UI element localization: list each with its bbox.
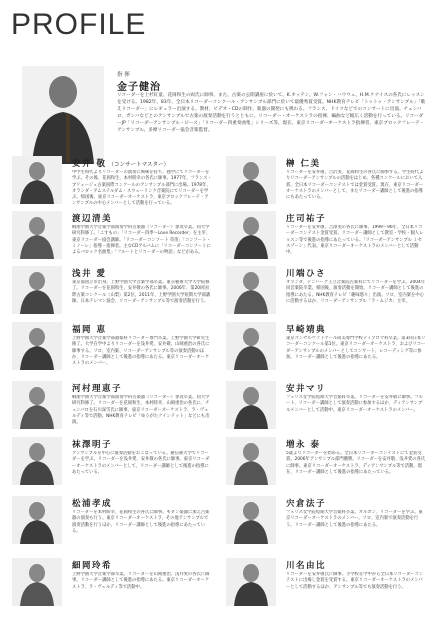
member-photo xyxy=(226,437,276,485)
member-photo xyxy=(12,156,62,204)
page-title: PROFILE xyxy=(11,8,147,41)
member-bio: アンサンブルを中心に演奏活動をおこなっている。通信制大学でリコーダーを学ぶ。リコーダーを浅井愛、安井敬の各氏に師事。東京リコーダーオーケストラのメンバーとして、リコーダー講師として後進の指導にあたっている。 xyxy=(72,451,210,475)
member-photo xyxy=(12,381,62,429)
member-bio: フェリス女学院短期大学音楽科卒業。リコーダーを安井敬に師事。フルート、リコーダー講師として演奏活動に参加するほか、ディアンサンブルメンバーとして活動中。東京リコーダーオーケストラのメンバー。 xyxy=(286,395,423,413)
member-profile xyxy=(226,381,426,431)
member-bio: リコーダーを本村睦幸、花岡和生の各氏に師事。モダン楽器に加え古楽器の演奏も行う。東京リコーダーオーケストラ、その他アンサンブルで演奏活動を行うほか、リコーダー講師として後進の指導にあたっている。 xyxy=(72,510,210,534)
member-profile xyxy=(12,437,212,487)
member-name: 浅井 愛 xyxy=(72,269,107,279)
member-profile xyxy=(226,558,426,608)
member-bio: 上野学園大学音楽学部卒業。リコーダーを山岡重治、浅井愛の各氏に師事。リコーダー講師として後進の指導にあたる。東京リコーダーオーケストラ、ラ・ヴェルディ等で活動中。 xyxy=(72,572,210,590)
member-profile xyxy=(226,266,426,316)
member-bio: 東京コンセルヴァトアール尚美専門学校ディプロマ科卒業。第3回日本リコーダーコンクール第1位。東京リコーダーオーケストラ、およびリコーダーアンサンブルのメンバーとしてコンサート、レコーディング等に参加。リコーダー講師として後進の指導にあたる。 xyxy=(286,336,426,360)
member-profile xyxy=(12,211,212,261)
member-profile xyxy=(226,156,426,206)
member-photo xyxy=(226,381,276,429)
member-photo xyxy=(12,322,62,370)
member-photo xyxy=(12,211,62,259)
member-bio: 5歳よりリコーダーを始める。全日本リコーダーコンテストにて金賞受賞。2006年アンサンブル部門優勝。リコーダーを安井敬、浅井愛の各氏に師事。東京リコーダーオーケストラ、ディアンサンブル等で活動。現在、リコーダー講師として後進の指導にあたっている。 xyxy=(286,451,426,475)
member-profile xyxy=(226,211,426,261)
member-photo xyxy=(226,558,276,606)
member-bio: リコーダーを安井敬、吉澤実の各氏に師事。1999～96年、全日本リコーダーコンテスト金賞受賞。リコーダー講師として教室・学校・個人レッスン等で後進の指導にあたっている。「リコーダーアンサンブル ミセスゾーン」代表。東京リコーダーオーケストラのメンバーとして活動中。 xyxy=(286,225,424,256)
member-name: 早崎靖典 xyxy=(286,325,327,335)
member-photo xyxy=(12,437,62,485)
member-name: 渡辺清美 xyxy=(72,214,113,224)
member-profile xyxy=(226,496,426,546)
member-name: 袜澤明子 xyxy=(72,440,113,450)
member-photo xyxy=(12,558,62,606)
member-name: 河村理恵子 xyxy=(72,384,123,394)
member-name: 庄司祐子 xyxy=(286,214,327,224)
member-name: 細岡玲希 xyxy=(72,561,113,571)
member-photo xyxy=(12,266,62,314)
member-bio: 東京都国立市出身。上野学園大学音楽学部卒業。東京藝術大学大学院修了。リコーダーを花岡和生、安井敬の各氏に師事。2006年、第20回国際古楽コンクール〈山梨〉第2位。2011年、上野学園大学短期大学部講師。日本テレマン協会、リコーダーアンサンブル等で演奏活動を行う。 xyxy=(72,280,211,304)
director-photo xyxy=(22,66,104,164)
member-name: 松浦孝成 xyxy=(72,499,113,509)
member-bio: 上野学園大学音楽学部器楽科リコーダー専門卒業。上野学園大学研究生修了。大学在学中よりリコーダーを浅井愛、安井敬、山岡重治の各氏に師事する。ソロ、室内楽、リコーダーアンサンブル等の演奏活動のほか、リコーダー講師として後進の指導にあたる。東京リコーダーオーケストラのメンバー。 xyxy=(72,336,210,367)
member-profile xyxy=(226,437,426,487)
member-name: 宍倉法子 xyxy=(286,499,327,509)
member-profile xyxy=(226,322,426,372)
member-tag: （コンサートマスター） xyxy=(108,162,169,168)
member-photo xyxy=(226,211,276,259)
member-photo xyxy=(226,322,276,370)
member-name: 福岡 恵 xyxy=(72,325,107,335)
member-bio: リコーダーを安井敬氏に師事。小学校在学中から全日本リコーダーコンテストに出場し金賞を受賞する。東京リコーダーオーケストラのメンバーとして活動するほか、アンサンブル等でも演奏活動を行う。 xyxy=(286,572,424,590)
member-photo xyxy=(12,496,62,544)
member-photo xyxy=(226,266,276,314)
member-bio: オランダ、デンハーグ王立音楽院古楽科にてリコーダーを学ぶ。2004年同音楽院卒業。帰国後、演奏活動を開始。リコーダー講師として後進の指導にあたる。NHK教育テレビ「趣味悠々」出演。ソロ、室内楽を中心に活動するほか、リコーダーアンサンブル「ラ・ムジカ」主宰。 xyxy=(286,280,426,304)
director-role: 指 揮 xyxy=(117,72,130,78)
member-name: 榊 仁美 xyxy=(286,159,321,169)
member-name: 川端ひさ xyxy=(286,269,327,279)
member-profile xyxy=(12,266,212,316)
member-bio: 中学生時代よりリコーダーの演奏に興味を持ち、独学にてリコーダーを学ぶ。その後、花岡和生、本村睦幸の各氏に師事。1977年、フランス・ブリュージュ古楽国際コンクールのアンサンブル部門に出場。1978年、オランダ・アムステルダム・スウェーリンク音楽院にてリコーダーを学ぶ。帰国後、東京リコーダーオーケストラ、東京ブロックフレーテ・アンサンブルの中心メンバーとして活動を行っている。 xyxy=(72,170,212,206)
member-bio: 桐朋学園大学音楽学部演奏学科古楽器（リコーダー）専攻卒業。同大学研究科修了。リコーダーを花岡和生、本村睦幸、山岡重治の各氏に、チェンバロを石川深雪氏に師事。東京リコーダーオーケストラ、ラ・ヴェルディ等で活動。NHK教育テレビ「ゆうがたクインテット」などにも出演。 xyxy=(72,395,210,426)
director-name: 金子健治 xyxy=(117,82,161,93)
member-profile xyxy=(12,381,212,431)
member-bio: リコーダーを安井敬、吉沢実、花岡和生の各氏に師事する。学生時代よりリコーダーアンサンブルの活動をはじめ、各種コンクールにおいて入賞。全日本リコーダーコンテストでは金賞受賞。現在、東京リコーダーオーケストラのメンバーとして、またリコーダー講師として後進の指導にもあたっている。 xyxy=(286,170,424,201)
member-profile xyxy=(12,156,212,206)
member-name: 安井マリ xyxy=(286,384,327,394)
member-photo xyxy=(226,496,276,544)
member-name: 川名由比 xyxy=(286,561,327,571)
member-profile xyxy=(12,496,212,546)
director-bio: リコーダーを上杉紅童、花岡和生の両氏に師事。また、古楽の公開講座に於いて、K.オッテン、W.フォン・ハウウェ、H.M.ケナイスの各氏にレッスンを受ける。1982年、83年、全日本リコーダーコンクール・アンサンブル部門に於いて最優秀賞受賞。NHK教育テレビ「トゥトゥ・アンサンブル」「歌えリコーダー」にレギュラー出演する。教材、ビデオ・CDの制作、楽器の開発にも携わる。フランス、ドイツなどでのコンサートに出演。チェンバロ、ガンバなどとのアンサンブルで古楽の演奏活動を行うとともに、リコーダー・オーケストラの指揮、編曲など幅広く活動を行っている。リコーダーJP「リコーダーアンサンブル・ピース」「リコーダー四重奏曲集」シリーズ等、現在、東京リコーダーオーケストラ指揮者、東京ブロックフレーテ・アンサンブル、多摩リコーダー協会音楽監督。 xyxy=(117,93,426,134)
member-name: 増永 泰 xyxy=(286,440,321,450)
member-bio: 桐朋学園大学音楽学部演奏学科古楽器（リコーダー）専攻卒業。同大学研究科修了。「こすもの」「リコーダー四季～Love Recorder」を主宰、東京リコーダー協会講師。「リコーダーコンソート 草笛」「コンソート・ミノーレ」指導・指揮者。主なCDアルバムに「リコーダーコンソートによるバロック名曲集」「フルートとリコーダーの物語」などがある。 xyxy=(72,225,211,256)
member-photo xyxy=(226,156,276,204)
member-profile xyxy=(12,558,212,608)
member-bio: フェリス女学院短期大学音楽科卒業。オルガン、リコーダーを学ぶ。東京リコーダーオーケストラのメンバー。ソロ、室内楽で演奏活動を行う。リコーダー講師として後進の指導にあたる。 xyxy=(286,510,423,528)
member-name: 安井 敬 xyxy=(72,159,107,169)
member-profile xyxy=(12,322,212,372)
